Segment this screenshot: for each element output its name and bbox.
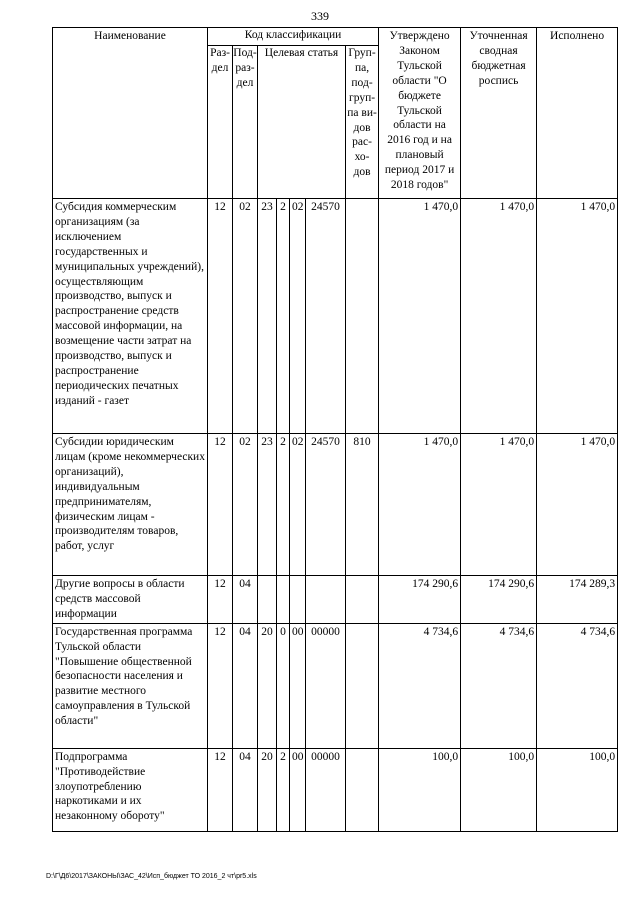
row-target-2 xyxy=(277,576,290,624)
row-podrazdel: 02 xyxy=(233,199,258,434)
row-executed: 100,0 xyxy=(537,748,618,831)
file-path-footer: D:\Г\Д6\2017\ЗАКОНЫ\ЗАС_42\Исп_бюджет ТО 2016_2 чт\pr5.xls xyxy=(46,873,257,880)
row-name: Другие вопросы в области средств массовой информации xyxy=(53,576,208,624)
row-target-3: 00 xyxy=(290,623,306,748)
row-target-1 xyxy=(258,576,277,624)
page-number: 339 xyxy=(311,9,329,23)
row-approved: 1 470,0 xyxy=(379,199,461,434)
row-revised: 4 734,6 xyxy=(461,623,537,748)
row-target-4: 24570 xyxy=(306,434,346,576)
row-target-4: 24570 xyxy=(306,199,346,434)
row-target-3: 02 xyxy=(290,199,306,434)
table-row xyxy=(53,199,618,434)
row-group xyxy=(346,199,379,434)
col-header-name: Наименование xyxy=(53,28,208,199)
row-group: 810 xyxy=(346,434,379,576)
header-row-1 xyxy=(53,28,618,46)
row-name: Подпрограмма "Противодействие злоупотреблению наркотиками и их незаконному обороту" xyxy=(53,748,208,831)
row-target-4: 00000 xyxy=(306,748,346,831)
row-target-2: 2 xyxy=(277,748,290,831)
row-razdel: 12 xyxy=(208,199,233,434)
row-name: Субсидия коммерческим организациям (за исключением государственных и муниципальных учреждений), осуществляющим производство, выпуск и распространение средств массовой информации, на возмещение части затрат на производство, выпуск и распространение периодических печатных изданий - газет xyxy=(53,199,208,434)
row-razdel: 12 xyxy=(208,576,233,624)
col-header-target-article: Целевая статья xyxy=(258,46,346,199)
row-podrazdel: 04 xyxy=(233,748,258,831)
row-target-3 xyxy=(290,576,306,624)
table-row xyxy=(53,434,618,576)
row-name: Субсидии юридическим лицам (кроме некоммерческих организаций), индивидуальным предпринимателям, физическим лицам - производителям товаров, работ, услуг xyxy=(53,434,208,576)
table-row xyxy=(53,748,618,831)
col-header-revised: Уточненная сводная бюджетная роспись xyxy=(461,28,537,199)
row-target-2: 2 xyxy=(277,199,290,434)
col-header-group: Груп- па, под- груп- па ви- дов рас- хо- дов xyxy=(346,46,379,199)
col-header-executed: Исполнено xyxy=(537,28,618,199)
col-header-approved: Утверждено Законом Тульской области "О бюджете Тульской области на 2016 год и на плановый период 2017 и 2018 годов" xyxy=(379,28,461,199)
row-name: Государственная программа Тульской области "Повышение общественной безопасности населения и развитие местного самоуправления в Тульской области" xyxy=(53,623,208,748)
row-executed: 174 289,3 xyxy=(537,576,618,624)
row-podrazdel: 04 xyxy=(233,576,258,624)
row-podrazdel: 02 xyxy=(233,434,258,576)
row-razdel: 12 xyxy=(208,623,233,748)
row-target-2: 0 xyxy=(277,623,290,748)
row-razdel: 12 xyxy=(208,434,233,576)
table-row xyxy=(53,623,618,748)
row-executed: 1 470,0 xyxy=(537,199,618,434)
col-header-razdel: Раз- дел xyxy=(208,46,233,199)
row-target-4: 00000 xyxy=(306,623,346,748)
row-target-1: 23 xyxy=(258,199,277,434)
row-revised: 1 470,0 xyxy=(461,434,537,576)
row-executed: 4 734,6 xyxy=(537,623,618,748)
row-razdel: 12 xyxy=(208,748,233,831)
col-header-classification: Код классификации xyxy=(208,28,379,46)
row-podrazdel: 04 xyxy=(233,623,258,748)
row-executed: 1 470,0 xyxy=(537,434,618,576)
row-approved: 4 734,6 xyxy=(379,623,461,748)
row-revised: 1 470,0 xyxy=(461,199,537,434)
row-group xyxy=(346,623,379,748)
row-target-4 xyxy=(306,576,346,624)
row-revised: 174 290,6 xyxy=(461,576,537,624)
row-group xyxy=(346,748,379,831)
row-approved: 100,0 xyxy=(379,748,461,831)
table-row xyxy=(53,576,618,624)
row-approved: 174 290,6 xyxy=(379,576,461,624)
col-header-podrazdel: Под- раз- дел xyxy=(233,46,258,199)
row-revised: 100,0 xyxy=(461,748,537,831)
row-group xyxy=(346,576,379,624)
row-target-1: 20 xyxy=(258,623,277,748)
row-target-3: 02 xyxy=(290,434,306,576)
row-target-1: 23 xyxy=(258,434,277,576)
row-target-1: 20 xyxy=(258,748,277,831)
row-target-2: 2 xyxy=(277,434,290,576)
row-approved: 1 470,0 xyxy=(379,434,461,576)
budget-table xyxy=(52,27,618,832)
row-target-3: 00 xyxy=(290,748,306,831)
